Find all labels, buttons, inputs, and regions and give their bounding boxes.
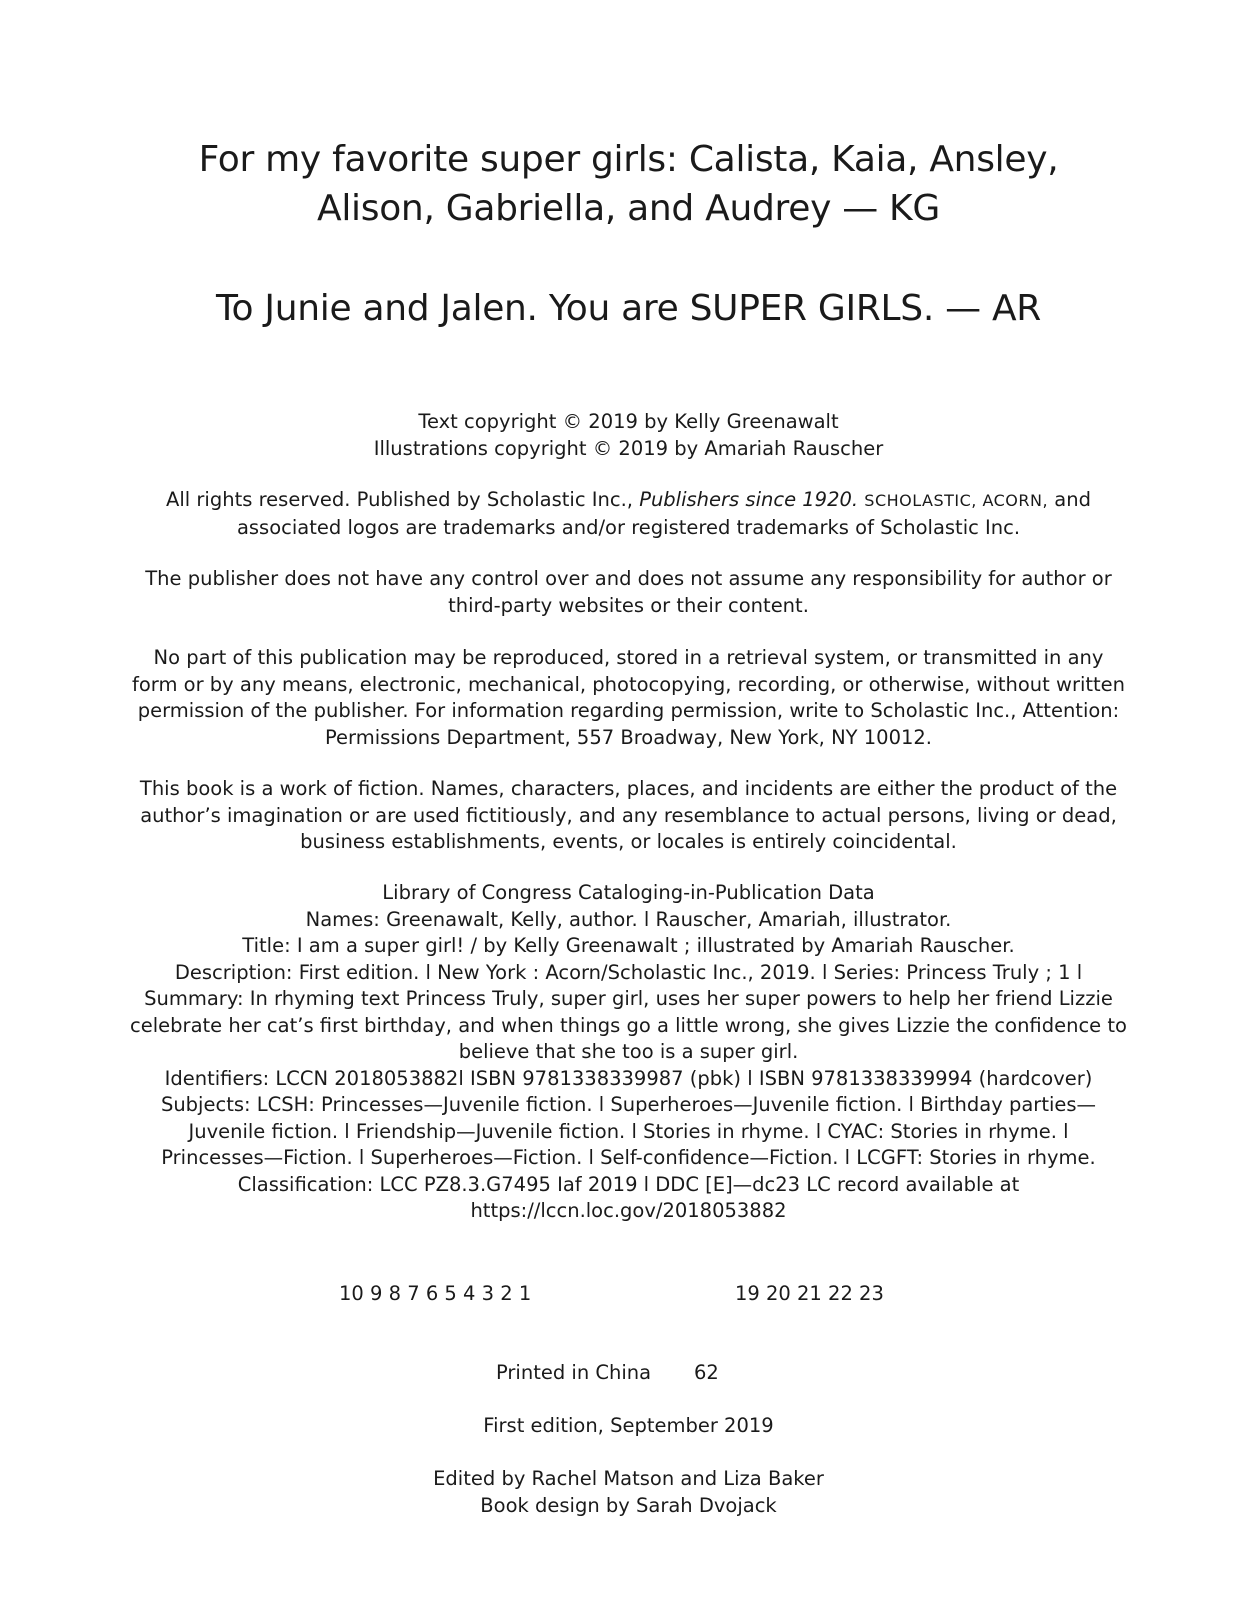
cip-line: Classification: LCC PZ8.3.G7495 Iaf 2019 l DDC [E]—dc23 LC record available at xyxy=(237,1172,1020,1196)
credits xyxy=(0,1466,1257,1519)
cip-line: Names: Greenawalt, Kelly, author. l Rauscher, Amariah, illustrator. xyxy=(305,907,952,931)
dedication-kg-line-1: For my favorite super girls: Calista, Kaia, Ansley, xyxy=(198,139,1059,180)
fiction-line-3: business establishments, events, or locales is entirely coincidental. xyxy=(300,830,957,853)
dedication-ar xyxy=(0,284,1257,333)
reproduction-line-2: form or by any means, electronic, mechanical, photocopying, recording, or otherwise, without written xyxy=(131,672,1126,696)
first-edition: First edition, September 2019 xyxy=(483,1414,774,1437)
reproduction-line-4: Permissions Department, 557 Broadway, New York, NY 10012. xyxy=(324,725,933,749)
reproduction-line-3: permission of the publisher. For information regarding permission, write to Scholastic Inc., Attention: xyxy=(137,699,1120,722)
rights-line-1-prefix: All rights reserved. Published by Scholastic Inc., xyxy=(166,488,640,511)
edition-line xyxy=(0,1413,1257,1440)
rights-line-1-suffix: and xyxy=(1048,488,1091,511)
rights-reserved xyxy=(0,487,1257,541)
cip-line: Title: I am a super girl! / by Kelly Greenawalt ; illustrated by Amariah Rauscher. xyxy=(242,934,1015,957)
publishers-since-italic: Publishers since 1920. xyxy=(639,488,859,511)
rights-line-1 xyxy=(0,487,1257,515)
printed-in-china: Printed in China xyxy=(496,1361,652,1384)
publisher-note-line-1: The publisher does not have any control over and does not assume any responsibility for author or xyxy=(145,567,1112,590)
cip-line: Library of Congress Cataloging-in-Publication Data xyxy=(382,881,875,904)
reproduction-line-1: No part of this publication may be reproduced, stored in a retrieval system, or transmitted in any xyxy=(153,646,1104,669)
cip-line: Subjects: LCSH: Princesses—Juvenile fiction. l Superheroes—Juvenile fiction. l Birthday parties— xyxy=(160,1093,1097,1116)
fiction-line-1: This book is a work of fiction. Names, characters, places, and incidents are either the product of the xyxy=(139,777,1118,800)
copyright-notice xyxy=(0,409,1257,462)
editors-credit: Edited by Rachel Matson and Liza Baker xyxy=(433,1467,824,1490)
publisher-note xyxy=(0,566,1257,619)
text-copyright-line: Text copyright © 2019 by Kelly Greenawalt xyxy=(418,410,839,433)
cip-data xyxy=(0,880,1257,1225)
publisher-note-line-2: third-party websites or their content. xyxy=(448,593,809,617)
cip-line: Princesses—Fiction. l Superheroes—Fiction. l Self-confidence—Fiction. l LCGFT: Stories in rhyme. xyxy=(161,1146,1096,1169)
cip-line: Summary: In rhyming text Princess Truly, super girl, uses her super powers to help her friend Lizzie xyxy=(144,987,1113,1010)
fiction-disclaimer xyxy=(0,776,1257,856)
cip-line: celebrate her cat’s first birthday, and when things go a little wrong, she gives Lizzie the confidence to xyxy=(130,1013,1127,1037)
plant-code: 62 xyxy=(694,1361,719,1384)
design-credit: Book design by Sarah Dvojack xyxy=(480,1493,777,1517)
illustrations-copyright-line: Illustrations copyright © 2019 by Amariah Rauscher xyxy=(373,436,884,460)
cip-line: Identifiers: LCCN 2018053882l ISBN 9781338339987 (pbk) l ISBN 9781338339994 (hardcover) xyxy=(164,1066,1093,1090)
rights-line-2: associated logos are trademarks and/or registered trademarks of Scholastic Inc. xyxy=(236,515,1021,539)
years-line: 19 20 21 22 23 xyxy=(735,1282,884,1305)
dedication-kg xyxy=(0,135,1257,233)
reproduction-notice xyxy=(0,645,1257,751)
fiction-line-2: author’s imagination or are used fictitiously, and any resemblance to actual persons, living or dead, xyxy=(140,803,1117,827)
print-line: 10 9 8 7 6 5 4 3 2 1 xyxy=(339,1282,532,1305)
cip-line: believe that she too is a super girl. xyxy=(458,1040,799,1063)
dedication-ar-line: To Junie and Jalen. You are SUPER GIRLS. — AR xyxy=(215,288,1042,329)
cip-line: https://lccn.loc.gov/2018053882 xyxy=(470,1199,787,1222)
dedication-kg-line-2: Alison, Gabriella, and Audrey — KG xyxy=(317,188,940,229)
cip-line: Juvenile fiction. l Friendship—Juvenile fiction. l Stories in rhyme. l CYAC: Stories in rhyme. l xyxy=(188,1119,1069,1143)
trademark-names: SCHOLASTIC, ACORN, xyxy=(864,491,1049,510)
cip-line: Description: First edition. l New York : Acorn/Scholastic Inc., 2019. l Series: Princess Truly ; 1 l xyxy=(174,960,1083,984)
